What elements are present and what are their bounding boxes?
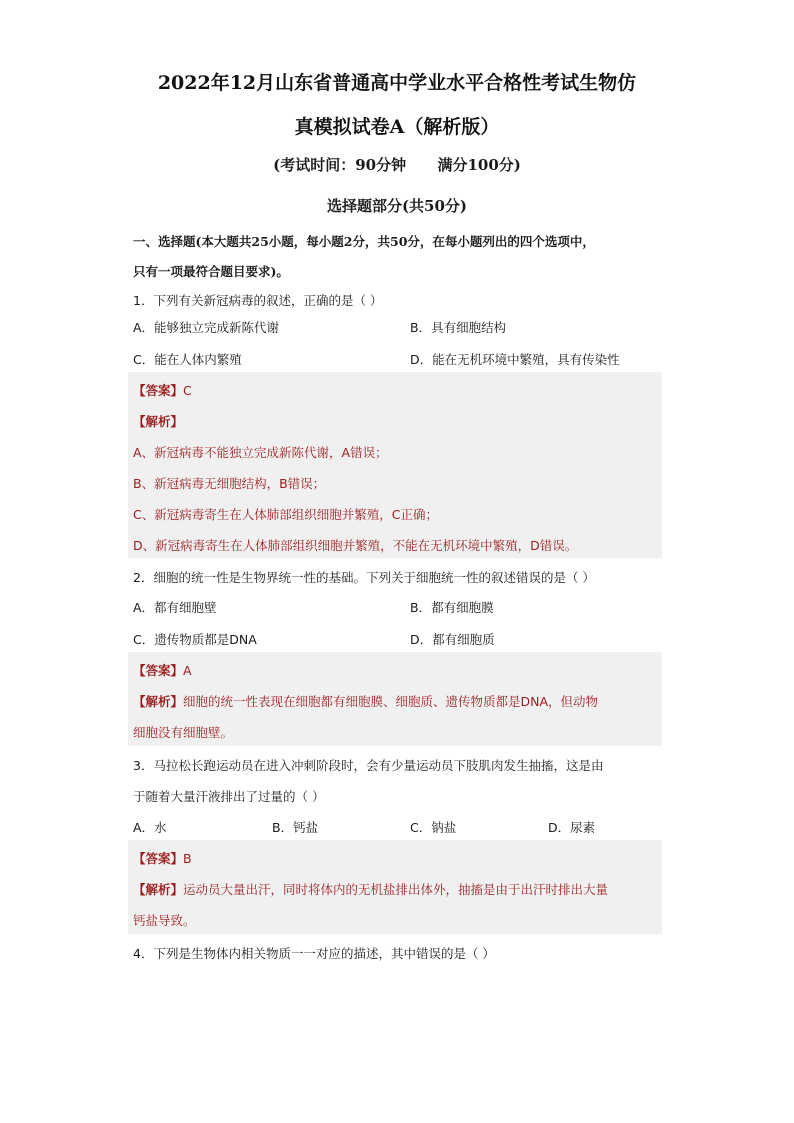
analysis-tag: 【解析】 (133, 414, 184, 429)
answer-tag: 【答案】 (133, 851, 184, 866)
answer-tag: 【答案】 (133, 383, 184, 398)
q1-option-c: C．能在人体内繁殖 (133, 352, 242, 367)
q3-stem-line1: 3．马拉松长跑运动员在进入冲刺阶段时，会有少量运动员下肢肌肉发生抽搐，这是由 (133, 758, 604, 773)
q4-stem: 4．下列是生物体内相关物质一一对应的描述，其中错误的是（ ） (133, 946, 495, 961)
answer-value: A (183, 663, 192, 678)
q3-stem-line2: 于随着大量汗液排出了过量的（ ） (133, 789, 325, 804)
q1-analysis-line: C、新冠病毒寄生在人体肺部组织细胞并繁殖，C正确； (133, 507, 438, 522)
q2-option-b: B．都有细胞膜 (410, 600, 494, 615)
page-title-line2: 真模拟试卷A（解析版） (294, 116, 500, 138)
analysis-tag: 【解析】 (133, 694, 184, 709)
q3-option-b: B．钙盐 (272, 820, 319, 835)
q1-answer-block (128, 372, 662, 558)
q2-answer (133, 661, 192, 679)
q3-option-c: C．钠盐 (410, 820, 457, 835)
q2-option-d: D．都有细胞质 (410, 632, 495, 647)
q1-analysis-line: D、新冠病毒寄生在人体肺部组织细胞并繁殖，不能在无机环境中繁殖，D错误。 (133, 538, 578, 553)
q2-option-a: A．都有细胞壁 (133, 600, 217, 615)
q3-option-a: A．水 (133, 820, 167, 835)
instructions-line2: 只有一项最符合题目要求)。 (133, 264, 289, 279)
q1-option-a: A．能够独立完成新陈代谢 (133, 320, 280, 335)
q1-analysis-tag (133, 412, 183, 430)
section-title: 选择题部分(共50分) (326, 197, 468, 215)
q3-analysis-line: 钙盐导致。 (133, 913, 196, 928)
analysis-text: 运动员大量出汗，同时将体内的无机盐排出体外，抽搐是由于出汗时排出大量 (183, 882, 609, 897)
answer-value: B (183, 851, 192, 866)
q1-stem: 1．下列有关新冠病毒的叙述，正确的是（ ） (133, 293, 383, 308)
q3-answer (133, 849, 192, 867)
q2-analysis-line: 细胞没有细胞壁。 (133, 725, 234, 740)
q1-option-b: B．具有细胞结构 (410, 320, 507, 335)
instructions-line1: 一、选择题(本大题共25小题，每小题2分，共50分，在每小题列出的四个选项中， (133, 234, 595, 249)
q3-option-d: D．尿素 (548, 820, 596, 835)
page-title-line1: 2022年12月山东省普通高中学业水平合格性考试生物仿 (157, 72, 637, 94)
q3-analysis (133, 880, 608, 898)
q1-analysis-line: B、新冠病毒无细胞结构，B错误； (133, 476, 326, 491)
exam-info: (考试时间：90分钟 满分100分) (273, 156, 521, 174)
q2-stem: 2．细胞的统一性是生物界统一性的基础。下列关于细胞统一性的叙述错误的是（ ） (133, 570, 595, 585)
analysis-text: 细胞的统一性表现在细胞都有细胞膜、细胞质、遗传物质都是DNA，但动物 (183, 694, 599, 709)
q1-answer (133, 381, 192, 399)
q2-option-c: C．遗传物质都是DNA (133, 632, 257, 647)
analysis-tag: 【解析】 (133, 882, 184, 897)
q1-option-d: D．能在无机环境中繁殖，具有传染性 (410, 352, 620, 367)
answer-tag: 【答案】 (133, 663, 184, 678)
q1-analysis-line: A、新冠病毒不能独立完成新陈代谢，A错误； (133, 445, 388, 460)
q2-analysis (133, 692, 598, 710)
answer-value: C (183, 383, 192, 398)
